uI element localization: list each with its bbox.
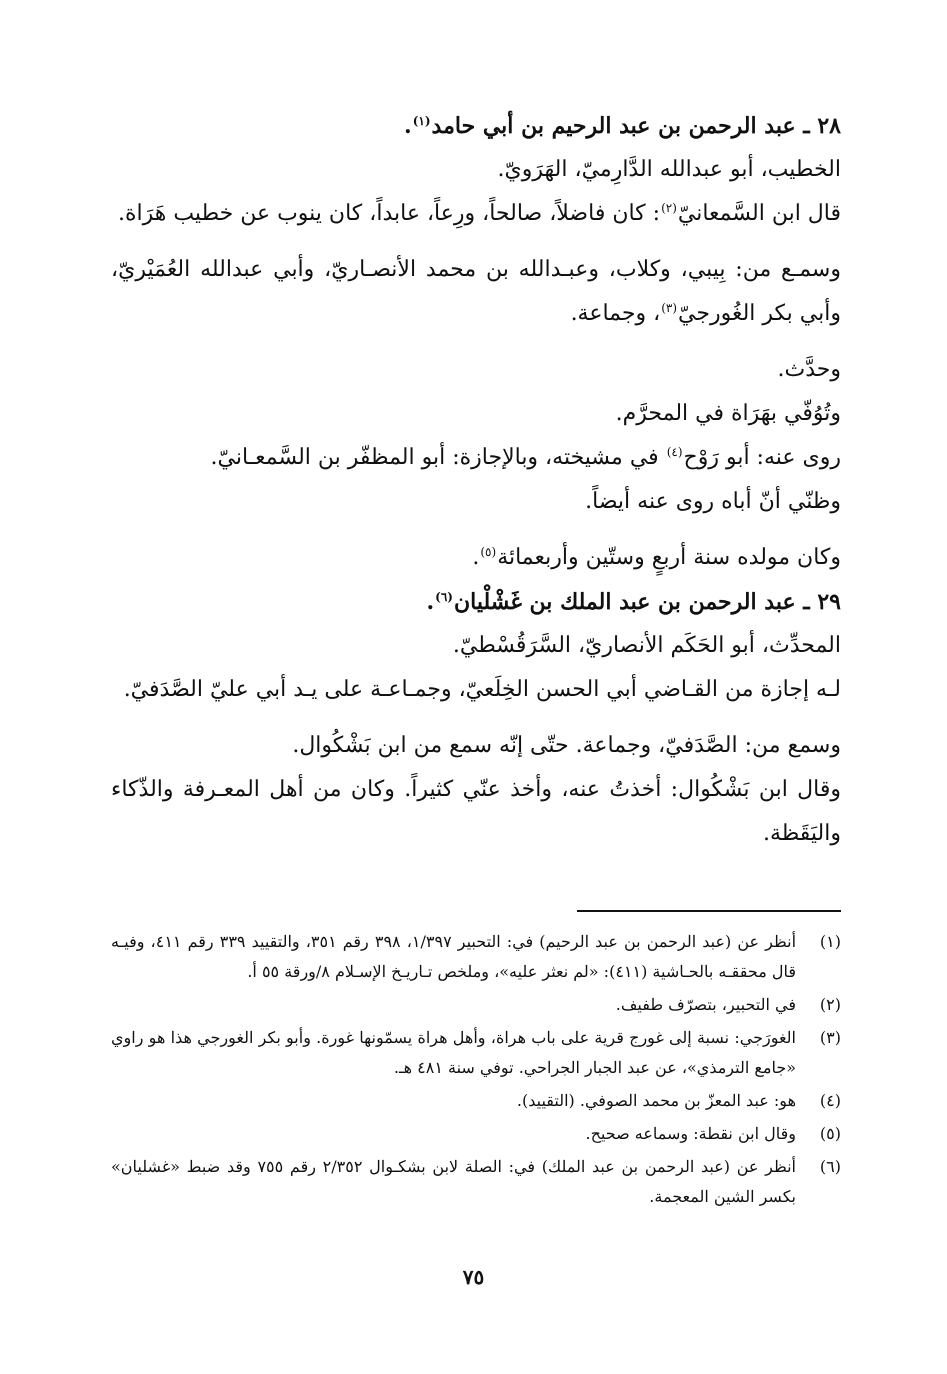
- footnote-number: (٥): [819, 1124, 841, 1143]
- footnote-number: (٦): [819, 1157, 841, 1176]
- entry-28-line-6: روى عنه: أبو رَوْح$^{(٤)}$ في مشيخته، وبالإجازة: أبو المظفّر بن السَّمعـانيّ.: [210, 444, 841, 470]
- footnote-ref-6: (٦): [435, 589, 453, 604]
- footnote-text: أنظر عن (عبد الرحمن بن عبد الرحيم) في: التحبير ١/٣٩٧، ٣٩٨ رقم ٣٥١، والتقييد ٣٣٩ رقم ٤١١، وفيـه قال محققـه بالحـاشية (٤١١): «لم نعثر عليه»، وملخص تـاريـخ الإسـلام ٨/ورقة ٥٥ أ.: [111, 932, 797, 981]
- footnote-6: [111, 1152, 841, 1212]
- footnote-ref-5: (٥): [480, 544, 497, 559]
- footnote-text: أنظر عن (عبد الرحمن بن عبد الملك) في: الصلة لابن بشكـوال ٢/٣٥٢ رقم ٧٥٥ وقد ضبط «غشليان» بكسر الشين المعجمة.: [111, 1157, 797, 1206]
- entry-29-line-4: وقال ابن بَشْكُوال: أخذتُ عنه، وأخذ عنّي كثيراً. وكان من أهل المعـرفة والذّكاء واليَقَظة.: [111, 777, 841, 846]
- footnote-4: [111, 1086, 841, 1116]
- entry-28-line-1: الخطيب، أبو عبدالله الدَّارِميّ، الهَرَويّ.: [497, 157, 841, 182]
- entry-29-line-3: وسمع من: الصَّدَفيّ، وجماعة. حتّى إنّه سمع من ابن بَشْكُوال.: [292, 733, 841, 758]
- footnote-3: [111, 1023, 841, 1083]
- footnote-1: [111, 927, 841, 987]
- footnote-text: في التحبير، بتصرّف طفيف.: [615, 995, 796, 1014]
- footnote-2: [111, 990, 841, 1020]
- footnote-ref-3: (٣): [661, 300, 678, 315]
- footnote-text: وقال ابن نقطة: وسماعه صحيح.: [585, 1124, 796, 1143]
- entry-28-line-8: وكان مولده سنة أربعٍ وستّين وأربعمائة$^{(٥)}$.: [472, 544, 841, 570]
- footnote-ref-4: (٤): [666, 444, 683, 459]
- entry-28-line-5: وتُوُفّي بهَرَاة في المحرَّم.: [615, 401, 841, 426]
- footnote-text: الغورَجي: نسبة إلى غورج قرية على باب هراة، وأهل هراة يسمّونها غورة. وأبو بكر الغورجي هذا هو راوي «جامع الترمذي»، عن عبد الجبار الجراحي. توفي سنة ٤٨١ هـ.: [111, 1028, 796, 1077]
- entry-28-line-2: قال ابن السَّمعانيّ$^{(٢)}$: كان فاضلاً، صالحاً، ورِعاً، عابداً، كان ينوب عن خطيب هَرَاة.: [117, 200, 841, 226]
- main-text: [111, 104, 841, 856]
- entry-29-title: ٢٩ ـ عبد الرحمن بن عبد الملك بن غَشْلْيان$^{(٦)}$.: [426, 589, 841, 615]
- footnote-text: هو: عبد المعزّ بن محمد الصوفي. (التقييد).: [516, 1091, 796, 1110]
- footnote-number: (١): [819, 932, 841, 951]
- page-number: ٧٥: [462, 1265, 485, 1289]
- footnote-5: [111, 1119, 841, 1149]
- entry-28-line-4: وحدَّث.: [777, 357, 841, 382]
- entry-29-line-1: المحدِّث، أبو الحَكَم الأنصاريّ، السَّرَقُسْطيّ.: [452, 633, 841, 658]
- footnotes: [111, 927, 841, 1215]
- footnote-ref-2: (٢): [661, 200, 677, 215]
- footnote-separator: [577, 910, 841, 912]
- footnote-number: (٤): [819, 1091, 841, 1110]
- entry-28-line-7: وظنّي أنّ أباه روى عنه أيضاً.: [585, 489, 841, 514]
- footnote-number: (٢): [819, 995, 841, 1014]
- entry-28-line-3: وسمـع من: بِيبي، وكلاب، وعبـدالله بن محمد الأنصـاريّ، وأبي عبدالله العُمَيْريّ، وأبي بكر الغُورجيّ$^{(٣)}$، وجماعة.: [111, 257, 841, 326]
- footnote-ref-1: (١): [412, 113, 431, 128]
- entry-28-title: ٢٨ ـ عبد الرحمن بن عبد الرحيم بن أبي حامد$^{(١)}$.: [404, 113, 841, 139]
- footnote-number: (٣): [819, 1028, 841, 1047]
- entry-29-line-2: لـه إجازة من القـاضي أبي الحسن الخِلَعيّ، وجمـاعـة على يـد أبي عليّ الصَّدَفيّ.: [123, 677, 841, 702]
